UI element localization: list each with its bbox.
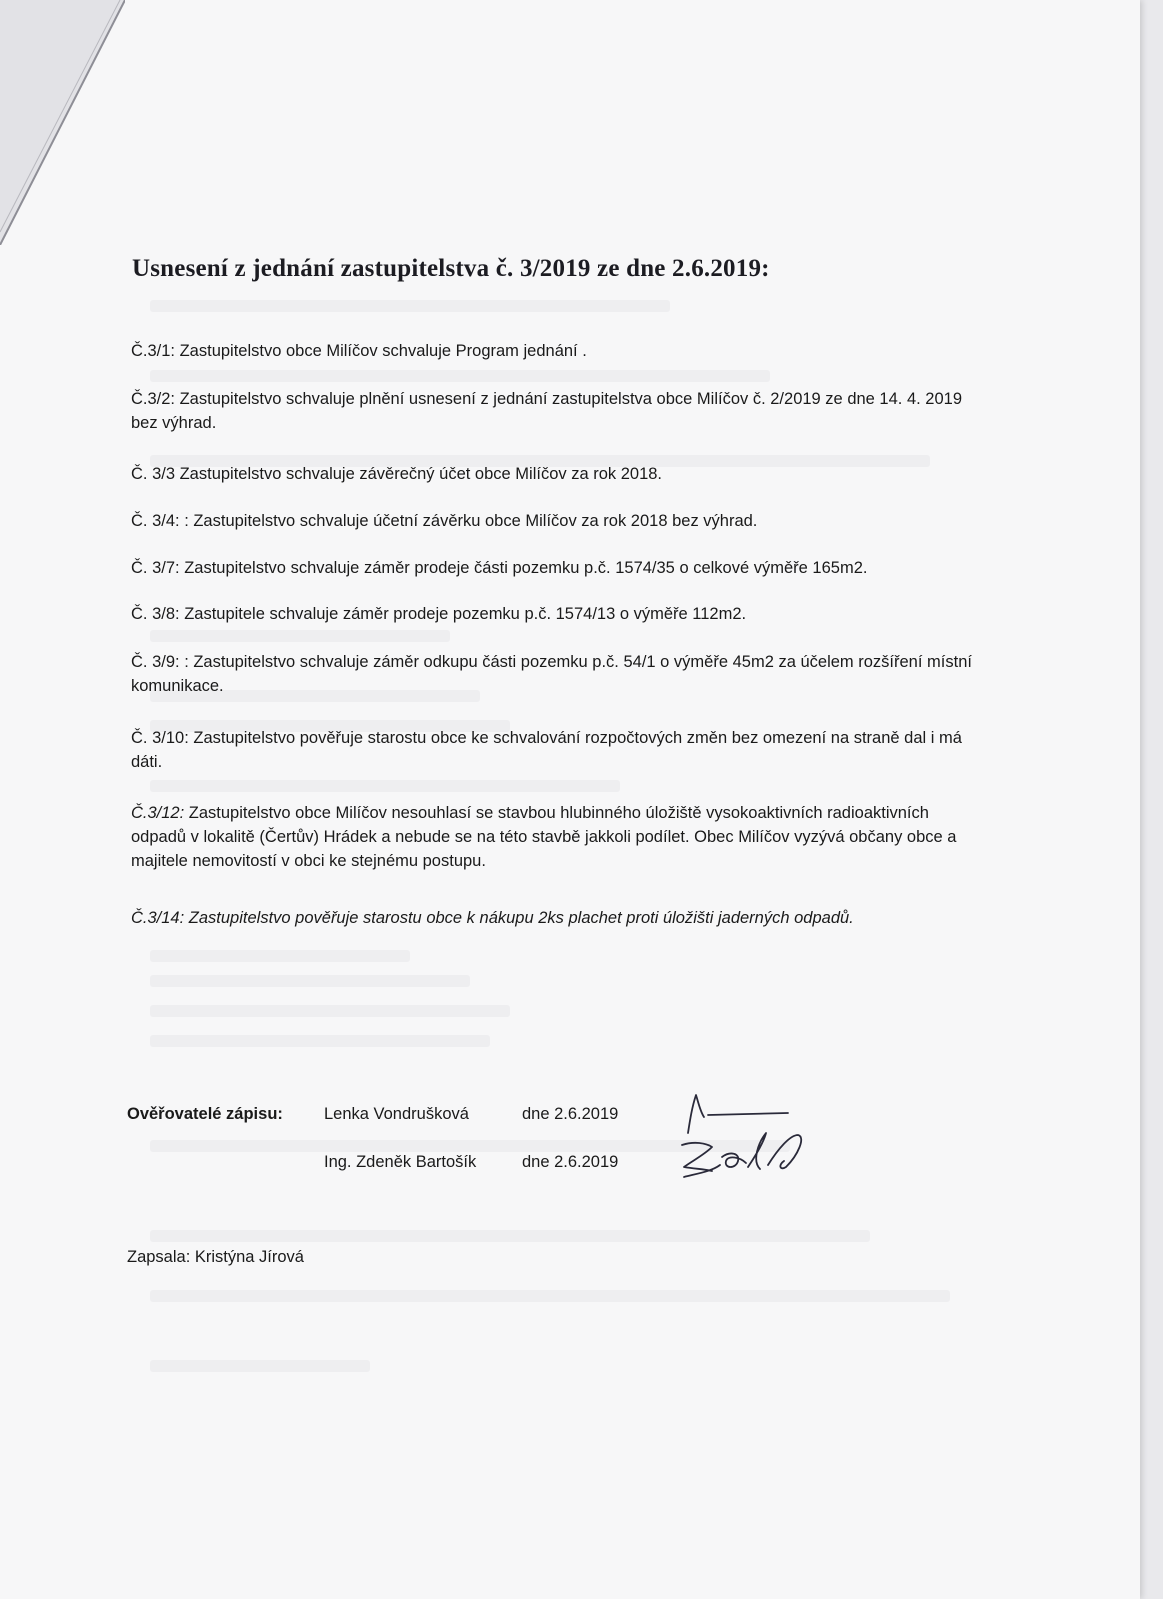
- verifier-1-name: Lenka Vondrušková: [324, 1105, 469, 1123]
- resolution-3-10: Č. 3/10: Zastupitelstvo pověřuje starostu obce ke schvalování rozpočtových změn bez omezení na straně dal i má dáti.: [131, 729, 962, 771]
- resolution-3-9: Č. 3/9: : Zastupitelstvo schvaluje záměr odkupu části pozemku p.č. 54/1 o výměře 45m2 za účelem rozšíření místní komunikace.: [131, 653, 972, 695]
- verifier-1-date: dne 2.6.2019: [522, 1105, 619, 1123]
- recorded-by: Zapsala: Kristýna Jírová: [127, 1248, 304, 1266]
- resolution-3-8: Č. 3/8: Zastupitele schvaluje záměr prodeje pozemku p.č. 1574/13 o výměře 112m2.: [131, 605, 747, 623]
- resolution-3-3: Č. 3/3 Zastupitelstvo schvaluje závěrečný účet obce Milíčov za rok 2018.: [131, 465, 663, 483]
- resolution-3-12: [131, 801, 976, 873]
- resolution-3-1: Č.3/1: Zastupitelstvo obce Milíčov schvaluje Program jednání .: [131, 342, 587, 360]
- resolution-3-4: Č. 3/4: : Zastupitelstvo schvaluje účetní závěrku obce Milíčov za rok 2018 bez výhrad.: [131, 512, 758, 530]
- verifier-2-date: dne 2.6.2019: [522, 1153, 619, 1171]
- verifier-2-name: Ing. Zdeněk Bartošík: [324, 1153, 477, 1171]
- verifiers-label: Ověřovatelé zápisu:: [127, 1105, 283, 1123]
- page-title: Usnesení z jednání zastupitelstva č. 3/2019 ze dne 2.6.2019:: [132, 255, 770, 282]
- resolution-3-14: Č.3/14: Zastupitelstvo pověřuje starostu obce k nákupu 2ks plachet proti úložišti jaderných odpadů.: [131, 909, 854, 927]
- handwritten-signature: [660, 1085, 820, 1195]
- resolution-3-2: Č.3/2: Zastupitelstvo schvaluje plnění usnesení z jednání zastupitelstva obce Milíčov č. 2/2019 ze dne 14. 4. 2019 bez výhrad.: [131, 390, 963, 432]
- resolution-3-12-label: Č.3/12:: [131, 804, 185, 822]
- resolution-3-7: Č. 3/7: Zastupitelstvo schvaluje záměr prodeje části pozemku p.č. 1574/35 o celkové výměře 165m2.: [131, 559, 868, 577]
- resolution-3-12-text: Zastupitelstvo obce Milíčov nesouhlasí se stavbou hlubinného úložiště vysokoaktivních radioaktivních odpadů v lokalitě (Čertův) Hrádek a nebude se na této stavbě jakkoli podílet. Obec Milíčov vyzývá občany obce a majitele nemovitostí v obci ke stejnému postupu.: [131, 804, 957, 870]
- folded-corner: [0, 0, 125, 245]
